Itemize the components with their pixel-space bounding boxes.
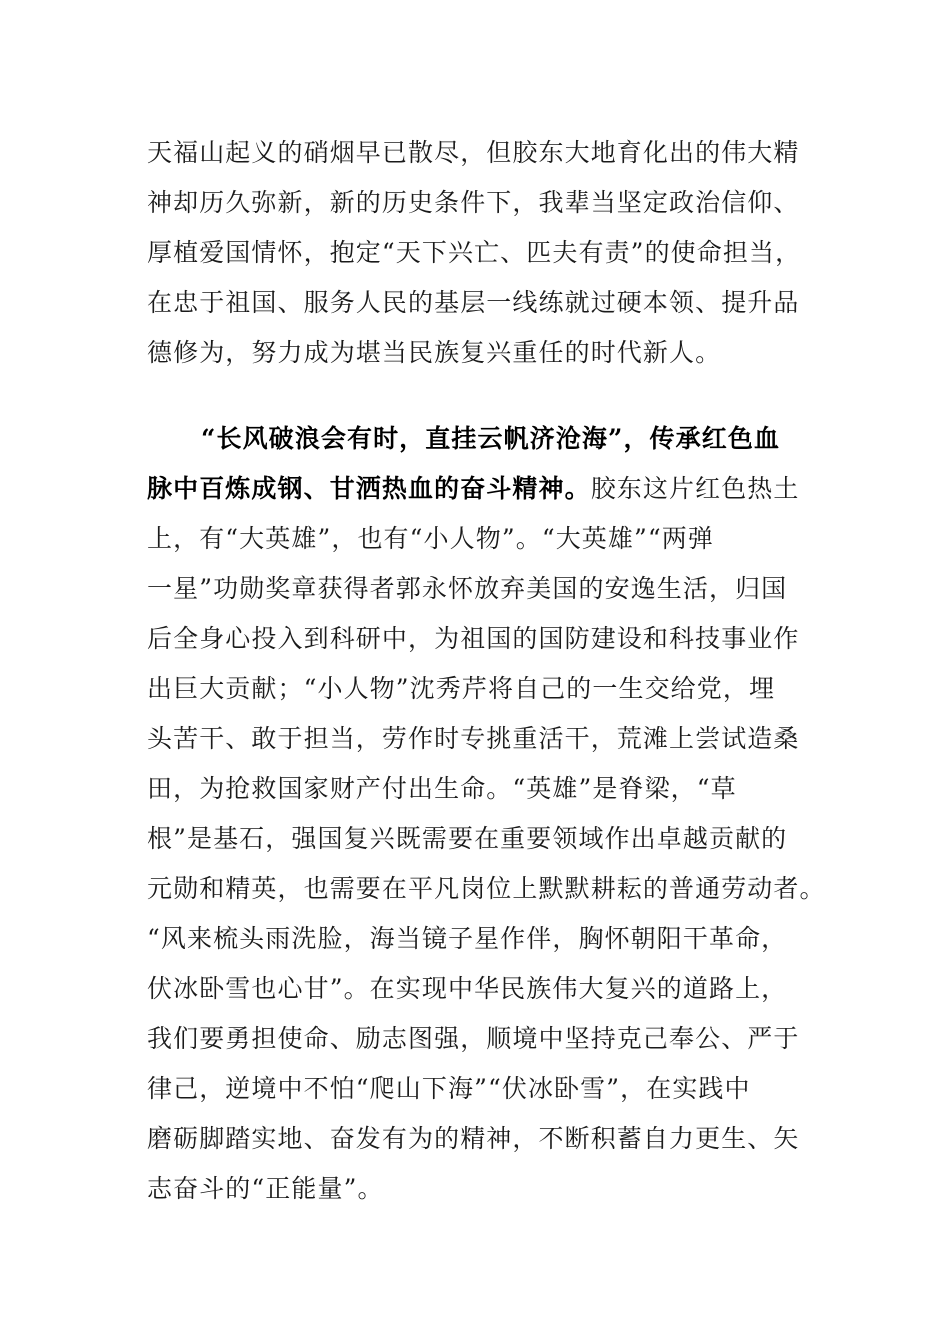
text-line: 德修为，努力成为堪当民族复兴重任的时代新人。 — [147, 338, 722, 367]
text-line: 根”是基石，强国复兴既需要在重要领域作出卓越贡献的 — [147, 824, 788, 853]
paragraph-2 — [147, 414, 826, 1214]
text-line: 磨砺脚踏实地、奋发有为的精神，不断积蓄自力更生、矢 — [147, 1124, 800, 1153]
text-line: “风来梳头雨洗脸，海当镜子星作伴，胸怀朝阳干革命， — [147, 924, 788, 953]
text-line: 神却历久弥新，新的历史条件下，我辈当坚定政治信仰、 — [147, 188, 800, 217]
text-line: 伏冰卧雪也心甘”。在实现中华民族伟大复兴的道路上， — [147, 974, 788, 1003]
bold-heading-text: 脉中百炼成钢、甘洒热血的奋斗精神。 — [147, 474, 591, 503]
text-line: 志奋斗的“正能量”。 — [147, 1174, 384, 1203]
bold-heading-line: “长风破浪会有时，直挂云帆济沧海”，传承红色血 — [201, 424, 781, 453]
text-line: 头苦干、敢于担当，劳作时专挑重活干，荒滩上尝试造桑 — [147, 724, 800, 753]
text-line: 厚植爱国情怀，抱定“天下兴亡、匹夫有责”的使命担当， — [147, 238, 802, 267]
text-line: 后全身心投入到科研中，为祖国的国防建设和科技事业作 — [147, 624, 800, 653]
text-line: 一星”功勋奖章获得者郭永怀放弃美国的安逸生活，归国 — [147, 574, 788, 603]
text-line: 我们要勇担使命、励志图强，顺境中坚持克己奉公、严于 — [147, 1024, 800, 1053]
text-line: 天福山起义的硝烟早已散尽，但胶东大地育化出的伟大精 — [147, 138, 800, 167]
text-line: 出巨大贡献；“小人物”沈秀芹将自己的一生交给党，埋 — [147, 674, 776, 703]
text-line: 律己，逆境中不怕“爬山下海”“伏冰卧雪”，在实践中 — [147, 1074, 751, 1103]
paragraph-1 — [147, 128, 807, 378]
text-line: 上，有“大英雄”，也有“小人物”。“大英雄”“两弹 — [147, 524, 714, 553]
mixed-line — [147, 464, 807, 514]
body-text: 胶东这片红色热土 — [590, 474, 800, 503]
text-line: 元勋和精英，也需要在平凡岗位上默默耕耘的普通劳动者。 — [147, 874, 826, 903]
text-line: 田，为抢救国家财产付出生命。“英雄”是脊梁，“草 — [147, 774, 737, 803]
text-line: 在忠于祖国、服务人民的基层一线练就过硬本领、提升品 — [147, 288, 800, 317]
